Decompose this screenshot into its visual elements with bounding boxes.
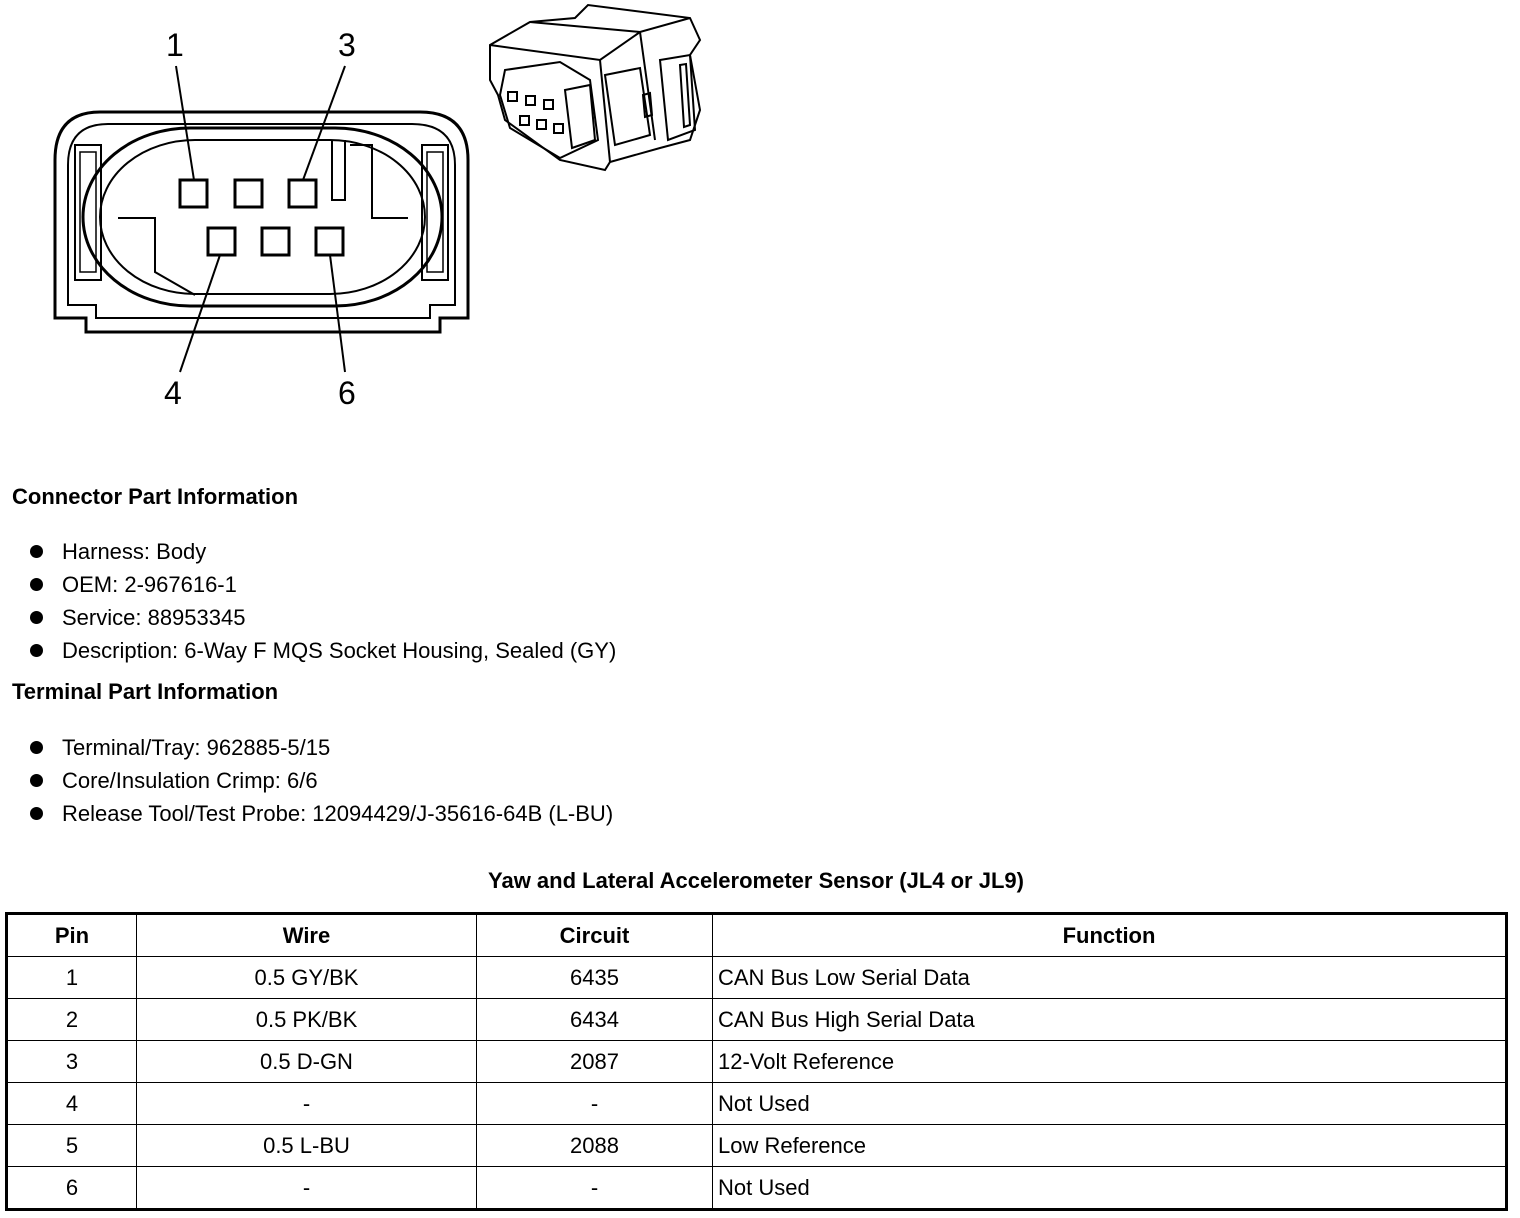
- table-row: [7, 1083, 1507, 1125]
- wire-cell: 0.5 PK/BK: [137, 999, 477, 1041]
- bullet-icon: [30, 578, 43, 591]
- connector-part-info-list: [28, 535, 616, 667]
- wire-cell: -: [137, 1083, 477, 1125]
- pin-cell: 1: [7, 957, 137, 999]
- bullet-icon: [30, 774, 43, 787]
- pin-callout-4: 4: [164, 375, 182, 411]
- circuit-cell: 6434: [477, 999, 713, 1041]
- list-item-text: Core/Insulation Crimp: 6/6: [62, 768, 318, 793]
- list-item: [28, 764, 613, 797]
- table-header-row: [7, 914, 1507, 957]
- pin-cell: 2: [7, 999, 137, 1041]
- pin-callout-6: 6: [338, 375, 356, 411]
- pin-cavity-3: [289, 180, 316, 207]
- connector-face-diagram: [0, 0, 760, 430]
- pin-cell: 6: [7, 1167, 137, 1210]
- circuit-cell: 2088: [477, 1125, 713, 1167]
- function-cell: Not Used: [713, 1167, 1507, 1210]
- function-cell: Not Used: [713, 1083, 1507, 1125]
- pinout-table: [5, 912, 1508, 1211]
- circuit-cell: 6435: [477, 957, 713, 999]
- list-item-text: Harness: Body: [62, 539, 207, 564]
- wire-cell: -: [137, 1167, 477, 1210]
- pin-cell: 5: [7, 1125, 137, 1167]
- column-header-wire: Wire: [137, 914, 477, 957]
- table-row: [7, 1125, 1507, 1167]
- circuit-cell: -: [477, 1083, 713, 1125]
- wire-cell: 0.5 L-BU: [137, 1125, 477, 1167]
- pin-callout-3: 3: [338, 27, 356, 63]
- list-item-text: OEM: 2-967616-1: [62, 572, 237, 597]
- column-header-circuit: Circuit: [477, 914, 713, 957]
- list-item: [28, 535, 616, 568]
- pin-cavity-6: [316, 228, 343, 255]
- list-item: [28, 731, 613, 764]
- wire-cell: 0.5 GY/BK: [137, 957, 477, 999]
- pin-cell: 4: [7, 1083, 137, 1125]
- circuit-cell: -: [477, 1167, 713, 1210]
- terminal-part-info-list: [28, 731, 613, 830]
- pin-cavity-1: [180, 180, 207, 207]
- list-item-text: Terminal/Tray: 962885-5/15: [62, 735, 331, 760]
- bullet-icon: [30, 611, 43, 624]
- table-row: [7, 999, 1507, 1041]
- connector-housing-outline: [55, 112, 468, 332]
- function-cell: CAN Bus Low Serial Data: [713, 957, 1507, 999]
- list-item: [28, 601, 616, 634]
- function-cell: Low Reference: [713, 1125, 1507, 1167]
- list-item: [28, 634, 616, 667]
- table-row: [7, 1041, 1507, 1083]
- column-header-function: Function: [713, 914, 1507, 957]
- bullet-icon: [30, 644, 43, 657]
- pin-cell: 3: [7, 1041, 137, 1083]
- pin-cavity-2: [235, 180, 262, 207]
- table-title: Yaw and Lateral Accelerometer Sensor (JL4 or JL9): [488, 868, 1024, 893]
- connector-part-info-heading: Connector Part Information: [12, 484, 299, 509]
- column-header-pin: Pin: [7, 914, 137, 957]
- pin-cavity-4: [208, 228, 235, 255]
- circuit-cell: 2087: [477, 1041, 713, 1083]
- connector-3d-illustration: [490, 5, 700, 170]
- terminal-part-info-heading: Terminal Part Information: [12, 679, 279, 704]
- bullet-icon: [30, 807, 43, 820]
- list-item: [28, 797, 613, 830]
- wire-cell: 0.5 D-GN: [137, 1041, 477, 1083]
- pin-callout-1: 1: [166, 27, 184, 63]
- function-cell: 12-Volt Reference: [713, 1041, 1507, 1083]
- table-row: [7, 957, 1507, 999]
- list-item-text: Service: 88953345: [62, 605, 246, 630]
- list-item-text: Release Tool/Test Probe: 12094429/J-35616-64B (L-BU): [62, 801, 614, 826]
- list-item: [28, 568, 616, 601]
- function-cell: CAN Bus High Serial Data: [713, 999, 1507, 1041]
- bullet-icon: [30, 741, 43, 754]
- pin-cavity-5: [262, 228, 289, 255]
- bullet-icon: [30, 545, 43, 558]
- list-item-text: Description: 6-Way F MQS Socket Housing, Sealed (GY): [62, 638, 617, 663]
- table-row: [7, 1167, 1507, 1210]
